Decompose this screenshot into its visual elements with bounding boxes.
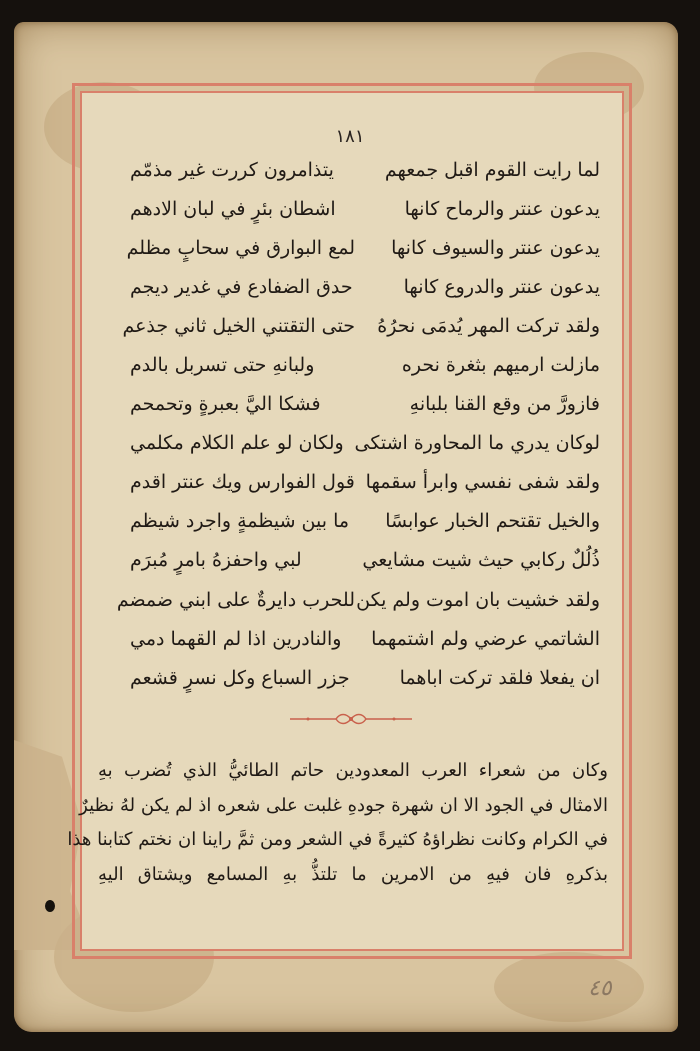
verse-second-hemistich: لمع البوارق في سحابٍ مظلم [126, 236, 355, 259]
verse-line [116, 580, 600, 619]
prose-line: في الكرام وكانت نظراؤهُ كثيرةً في الشعر ومن ثمَّ راينا ان نختم كتابنا هذا [67, 829, 608, 850]
paper-stain [494, 952, 644, 1022]
verse-line [130, 541, 600, 580]
verse-first-hemistich: ولقد شفى نفسي وابرأ سقمها [365, 471, 600, 494]
verse-first-hemistich: يدعون عنتر والدروع كانها [403, 275, 600, 298]
verse-line [130, 619, 600, 658]
verse-line [130, 150, 600, 189]
verse-line [130, 189, 600, 228]
verse-line [130, 463, 600, 502]
verse-first-hemistich: يدعون عنتر والرماح كانها [404, 197, 600, 220]
pencil-margin-note: ٤٥ [588, 976, 612, 1001]
prose-paragraph [67, 760, 608, 898]
verse-first-hemistich: لوكان يدري ما المحاورة اشتكى [354, 432, 600, 455]
verse-line [130, 658, 600, 697]
verse-second-hemistich: اشطان بئرٍ في لبان الادهم [130, 197, 336, 220]
verse-second-hemistich: فشكا اليَّ بعبرةٍ وتحمحم [130, 393, 321, 416]
verse-line [130, 502, 600, 541]
verse-second-hemistich: جزر السباع وكل نسرٍ قشعم [130, 666, 350, 689]
verse-line [130, 424, 600, 463]
section-divider-ornament [288, 711, 414, 727]
verse-first-hemistich: لما رايت القوم اقبل جمعهم [384, 158, 600, 181]
verse-second-hemistich: والنادرين اذا لم القهما دمي [130, 627, 342, 650]
verse-first-hemistich: يدعون عنتر والسيوف كانها [391, 236, 600, 259]
verse-second-hemistich: ولكان لو علم الكلام مكلمي [130, 432, 344, 455]
verse-first-hemistich: ولقد خشيت بان اموت ولم يكن [356, 588, 600, 611]
verse-second-hemistich: قول الفوارس ويك عنتر اقدم [130, 471, 355, 494]
verse-first-hemistich: والخيل تقتحم الخبار عوابسًا [385, 510, 600, 533]
verse-first-hemistich: مازلت ارميهم بثغرة نحره [401, 354, 600, 377]
page-number: ١٨١ [335, 126, 365, 147]
verse-first-hemistich: فازورَّ من وقع القنا بلبانهِ [409, 393, 600, 416]
verse-first-hemistich: ذُلُلٌ ركابي حيث شيت مشايعي [362, 549, 600, 572]
prose-line: بذكرهِ فان فيهِ من الامرين ما تلتذُّ بهِ المسامع ويشتاق اليهِ [98, 863, 608, 885]
verse-second-hemistich: ولبانهِ حتى تسربل بالدم [130, 354, 315, 377]
prose-line: وكان من شعراء العرب المعدودين حاتم الطائيُّ الذي تُضرب بهِ [98, 760, 608, 781]
verse-second-hemistich: للحرب دايرةٌ على ابني ضمضم [116, 588, 355, 611]
verse-second-hemistich: حتى التقتني الخيل ثاني جذعم [122, 314, 355, 337]
verse-first-hemistich: الشاتمي عرضي ولم اشتمهما [371, 627, 600, 650]
verse-first-hemistich: ان يفعلا فلقد تركت اباهما [399, 666, 600, 689]
verse-line [122, 306, 600, 345]
verse-second-hemistich: حدق الضفادع في غدير ديجم [130, 275, 353, 298]
verse-second-hemistich: يتذامرون كررت غير مذمّم [130, 158, 334, 181]
verse-second-hemistich: لبي واحفزهُ بامرٍ مُبرَم [130, 549, 302, 572]
verse-second-hemistich: ما بين شيظمةٍ واجرد شيظم [130, 510, 350, 533]
verse-first-hemistich: ولقد تركت المهر يُدمَى نحرُهُ [377, 314, 600, 337]
verse-line [126, 228, 600, 267]
verse-line [130, 345, 600, 384]
verse-line [130, 385, 600, 424]
verse-line [130, 267, 600, 306]
poem-verses [116, 150, 600, 697]
prose-line: الامثال في الجود الا ان شهرة جودهِ غلبت على شعره اذ لم يكن لهُ نظيرٌ [79, 794, 608, 816]
paper-hole [45, 900, 55, 912]
